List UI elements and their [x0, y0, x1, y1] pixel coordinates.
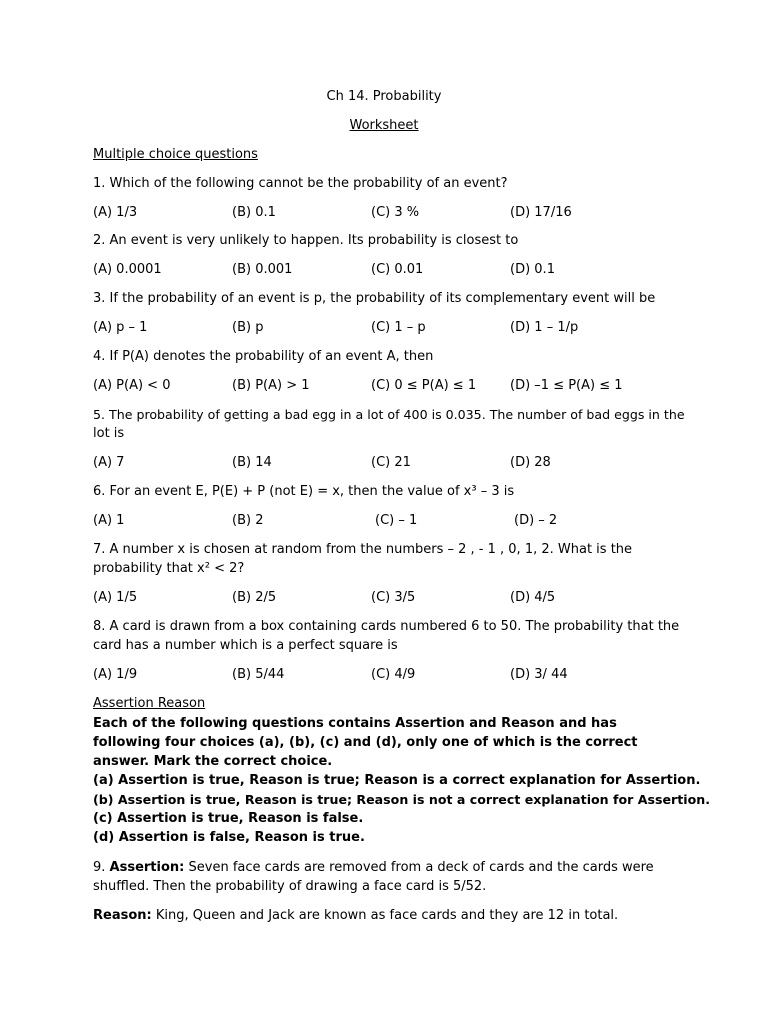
ar-choice-a: (a) Assertion is true, Reason is true; Reason is a correct explanation for Assertion.: [93, 773, 701, 788]
q5-option-b: (B) 14: [232, 455, 272, 470]
q2-option-a: (A) 0.0001: [93, 262, 162, 277]
q6-option-b: (B) 2: [232, 513, 264, 528]
q4-option-a: (A) P(A) < 0: [93, 378, 171, 393]
q1-option-b: (B) 0.1: [232, 205, 276, 220]
question-8-line-2: card has a number which is a perfect square is: [93, 638, 398, 653]
question-3: 3. If the probability of an event is p, the probability of its complementary event will be: [93, 291, 656, 306]
assertion-text: Seven face cards are removed from a deck of cards and the cards were shuffled. Then the probability of drawing a face card is 5/52.: [93, 860, 654, 894]
assertion-reason-heading: Assertion Reason: [93, 696, 206, 711]
q5-option-c: (C) 21: [371, 455, 411, 470]
q3-option-d: (D) 1 – 1/p: [510, 320, 579, 335]
q1-option-a: (A) 1/3: [93, 205, 138, 220]
q8-option-c: (C) 4/9: [371, 667, 416, 682]
reason-text: King, Queen and Jack are known as face cards and they are 12 in total.: [151, 908, 619, 923]
q6-option-a: (A) 1: [93, 513, 125, 528]
ar-choice-b: (b) Assertion is true, Reason is true; Reason is not a correct explanation for Assertion.: [93, 792, 710, 807]
ar-choice-d: (d) Assertion is false, Reason is true.: [93, 830, 365, 845]
q7-option-b: (B) 2/5: [232, 590, 277, 605]
q7-option-c: (C) 3/5: [371, 590, 416, 605]
assertion-reason-instructions: Each of the following questions contains Assertion and Reason and has following four choices (a), (b), (c) and (d), only one of which is the correct answer. Mark the correct choice.: [93, 716, 638, 769]
question-1: 1. Which of the following cannot be the probability of an event?: [93, 176, 508, 191]
q7-option-a: (A) 1/5: [93, 590, 138, 605]
q6-option-c: (C) – 1: [375, 513, 418, 528]
q2-option-d: (D) 0.1: [510, 262, 555, 277]
question-5-line-2: lot is: [93, 426, 125, 441]
question-7-line-1: 7. A number x is chosen at random from the numbers – 2 , - 1 , 0, 1, 2. What is the: [93, 542, 633, 557]
q5-option-d: (D) 28: [510, 455, 551, 470]
q3-option-c: (C) 1 – p: [371, 320, 426, 335]
q3-option-b: (B) p: [232, 320, 264, 335]
q5-option-a: (A) 7: [93, 455, 125, 470]
question-5-line-1: 5. The probability of getting a bad egg in a lot of 400 is 0.035. The number of bad eggs in the: [93, 407, 685, 422]
q4-option-d: (D) –1 ≤ P(A) ≤ 1: [510, 378, 623, 393]
q7-option-d: (D) 4/5: [510, 590, 556, 605]
question-9-number: 9.: [93, 860, 110, 875]
mcq-heading: Multiple choice questions: [93, 147, 258, 162]
question-7-line-2: probability that x² < 2?: [93, 561, 245, 576]
ar-choice-c: (c) Assertion is true, Reason is false.: [93, 811, 364, 826]
question-4: 4. If P(A) denotes the probability of an event A, then: [93, 349, 434, 364]
q4-option-b: (B) P(A) > 1: [232, 378, 310, 393]
q8-option-b: (B) 5/44: [232, 667, 285, 682]
reason-label: Reason:: [93, 908, 152, 923]
assertion-label: Assertion:: [109, 860, 185, 875]
question-2: 2. An event is very unlikely to happen. Its probability is closest to: [93, 233, 519, 248]
q1-option-c: (C) 3 %: [371, 205, 420, 220]
question-8-line-1: 8. A card is drawn from a box containing cards numbered 6 to 50. The probability that the: [93, 619, 680, 634]
page-subtitle: Worksheet: [349, 118, 419, 133]
q3-option-a: (A) p – 1: [93, 320, 148, 335]
q2-option-c: (C) 0.01: [371, 262, 424, 277]
q8-option-d: (D) 3/ 44: [510, 667, 568, 682]
q2-option-b: (B) 0.001: [232, 262, 293, 277]
q1-option-d: (D) 17/16: [510, 205, 572, 220]
q6-option-d: (D) – 2: [514, 513, 558, 528]
q4-option-c: (C) 0 ≤ P(A) ≤ 1: [371, 378, 477, 393]
question-6: 6. For an event E, P(E) + P (not E) = x, then the value of x³ – 3 is: [93, 484, 515, 499]
q8-option-a: (A) 1/9: [93, 667, 138, 682]
question-9-reason: [93, 906, 618, 925]
question-9-assertion: [93, 858, 683, 896]
page-title: Ch 14. Probability: [326, 89, 442, 104]
